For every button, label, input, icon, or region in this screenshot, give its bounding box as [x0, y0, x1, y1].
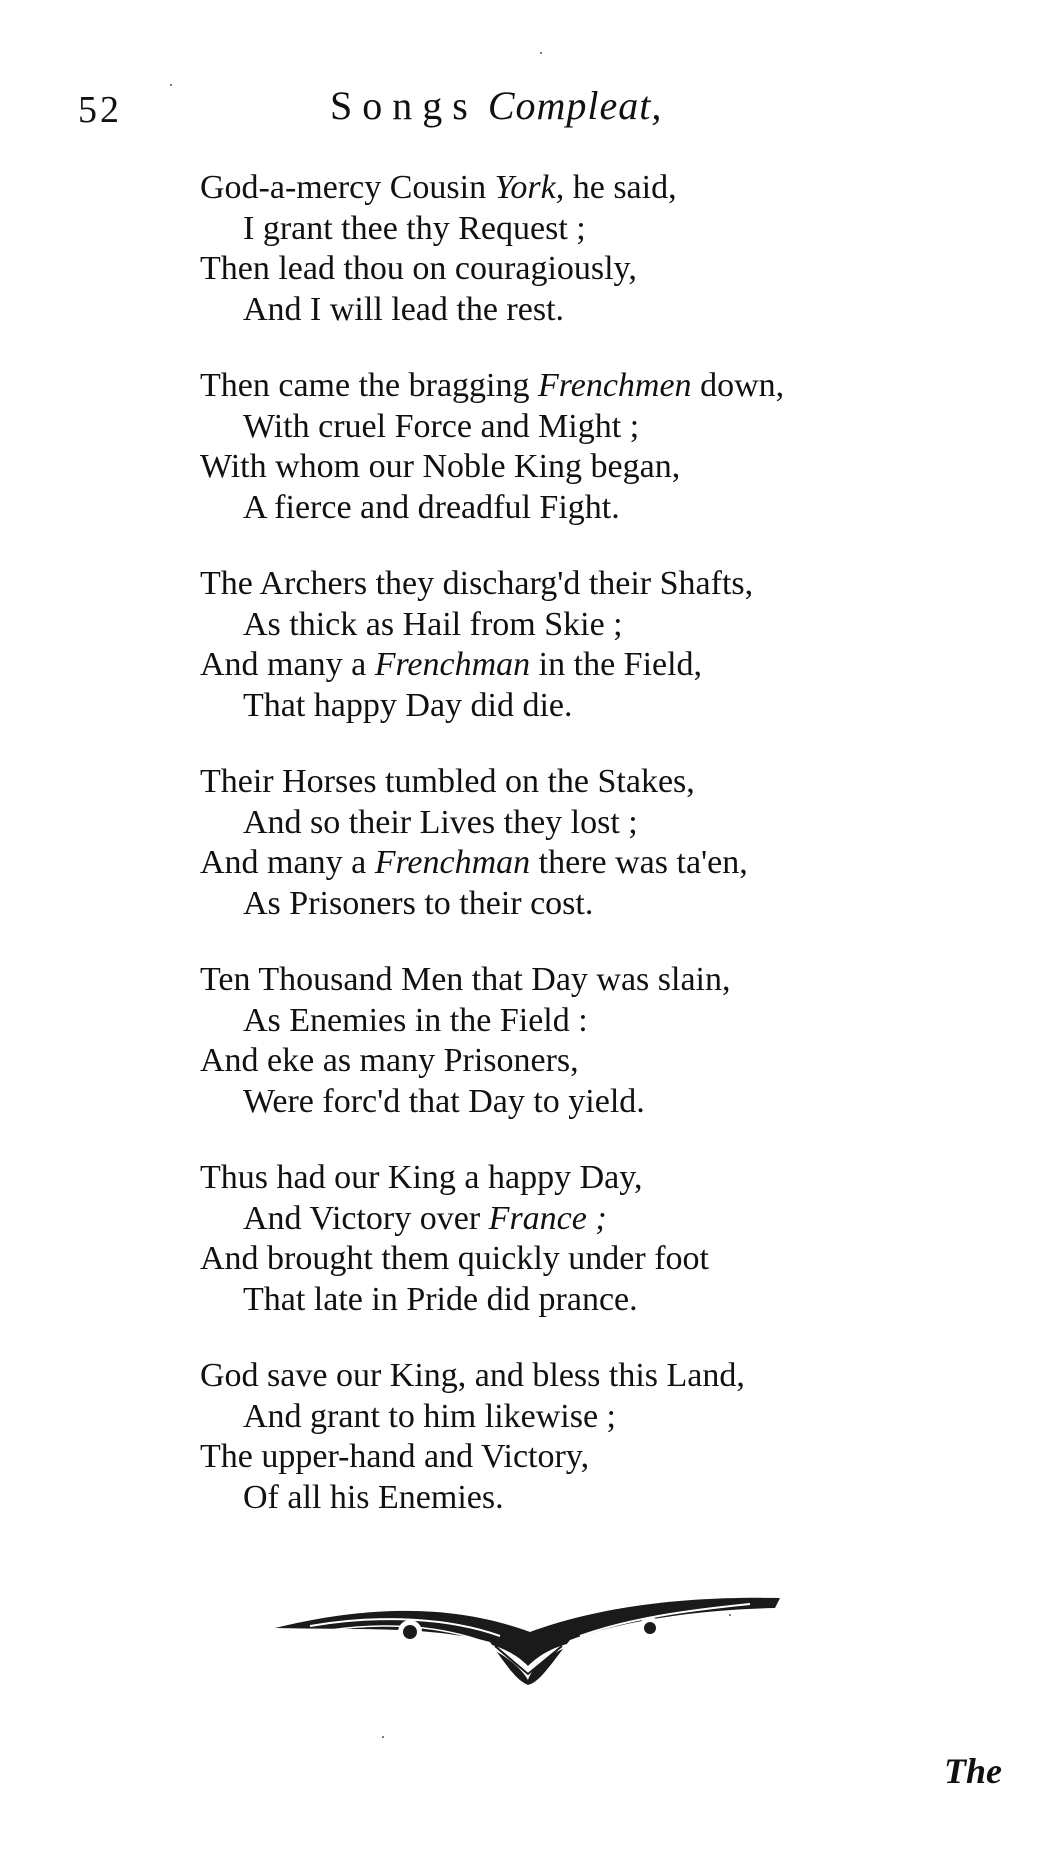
- eagle-ornament-icon: [270, 1570, 790, 1690]
- line-text: Then came the bragging: [200, 367, 538, 404]
- stanza: [0, 564, 1059, 726]
- poem: [0, 168, 1059, 1554]
- line-text: there was ta'en,: [530, 844, 748, 881]
- line-italic-text: France ;: [488, 1199, 607, 1237]
- line-text: And many a: [200, 844, 375, 881]
- line-text: And many a: [200, 646, 375, 683]
- poem-line: [0, 645, 1059, 686]
- poem-line: And so their Lives they lost ;: [243, 803, 638, 841]
- poem-line: Of all his Enemies.: [243, 1478, 504, 1516]
- poem-line: And grant to him likewise ;: [243, 1397, 617, 1435]
- line-italic-text: Frenchman: [374, 646, 531, 683]
- poem-line: [0, 168, 1059, 209]
- line-italic-text: Frenchman: [374, 844, 531, 881]
- poem-line: Thus had our King a happy Day,: [200, 1159, 643, 1196]
- poem-line: Ten Thousand Men that Day was slain,: [200, 961, 731, 998]
- poem-line: I grant thee thy Request ;: [243, 209, 586, 247]
- poem-line: And eke as many Prisoners,: [200, 1042, 579, 1079]
- poem-line: As thick as Hail from Skie ;: [243, 605, 623, 643]
- poem-line: A fierce and dreadful Fight.: [243, 488, 620, 526]
- poem-line: That late in Pride did prance.: [243, 1280, 638, 1318]
- poem-line: That happy Day did die.: [243, 686, 573, 724]
- line-text: God-a-mercy Cousin: [200, 169, 495, 206]
- poem-line: [0, 366, 1059, 407]
- page-number: 52: [78, 89, 122, 131]
- stanza: [0, 1158, 1059, 1320]
- line-text: And Victory over: [243, 1199, 489, 1237]
- stanza: [0, 1356, 1059, 1518]
- line-italic-text: Frenchmen: [537, 367, 692, 404]
- poem-line: God save our King, and bless this Land,: [200, 1357, 745, 1394]
- poem-line: [0, 843, 1059, 884]
- poem-line: Then lead thou on couragiously,: [200, 250, 637, 287]
- poem-line: Their Horses tumbled on the Stakes,: [200, 763, 695, 800]
- poem-line: The Archers they discharg'd their Shafts,: [200, 565, 754, 602]
- poem-line: As Enemies in the Field :: [243, 1001, 588, 1039]
- poem-line: With cruel Force and Might ;: [243, 407, 640, 445]
- stanza: [0, 960, 1059, 1122]
- poem-line: As Prisoners to their cost.: [243, 884, 594, 922]
- running-head-italic: Compleat,: [487, 83, 663, 128]
- line-italic-text: York,: [494, 169, 565, 206]
- running-head: [330, 82, 662, 129]
- line-text: in the Field,: [530, 646, 703, 683]
- running-head-caps: Songs: [330, 83, 478, 128]
- stanza: [0, 366, 1059, 528]
- stanza: [0, 168, 1059, 330]
- poem-line: And brought them quickly under foot: [200, 1240, 709, 1277]
- poem-line: With whom our Noble King began,: [200, 448, 681, 485]
- poem-line: And I will lead the rest.: [243, 290, 565, 328]
- line-text: down,: [691, 367, 785, 404]
- poem-line: Were forc'd that Day to yield.: [243, 1082, 645, 1120]
- catchword: The: [944, 1751, 1002, 1791]
- line-text: he said,: [564, 169, 677, 206]
- stanza: [0, 762, 1059, 924]
- poem-line: The upper-hand and Victory,: [200, 1438, 590, 1475]
- poem-line: [0, 1199, 1059, 1240]
